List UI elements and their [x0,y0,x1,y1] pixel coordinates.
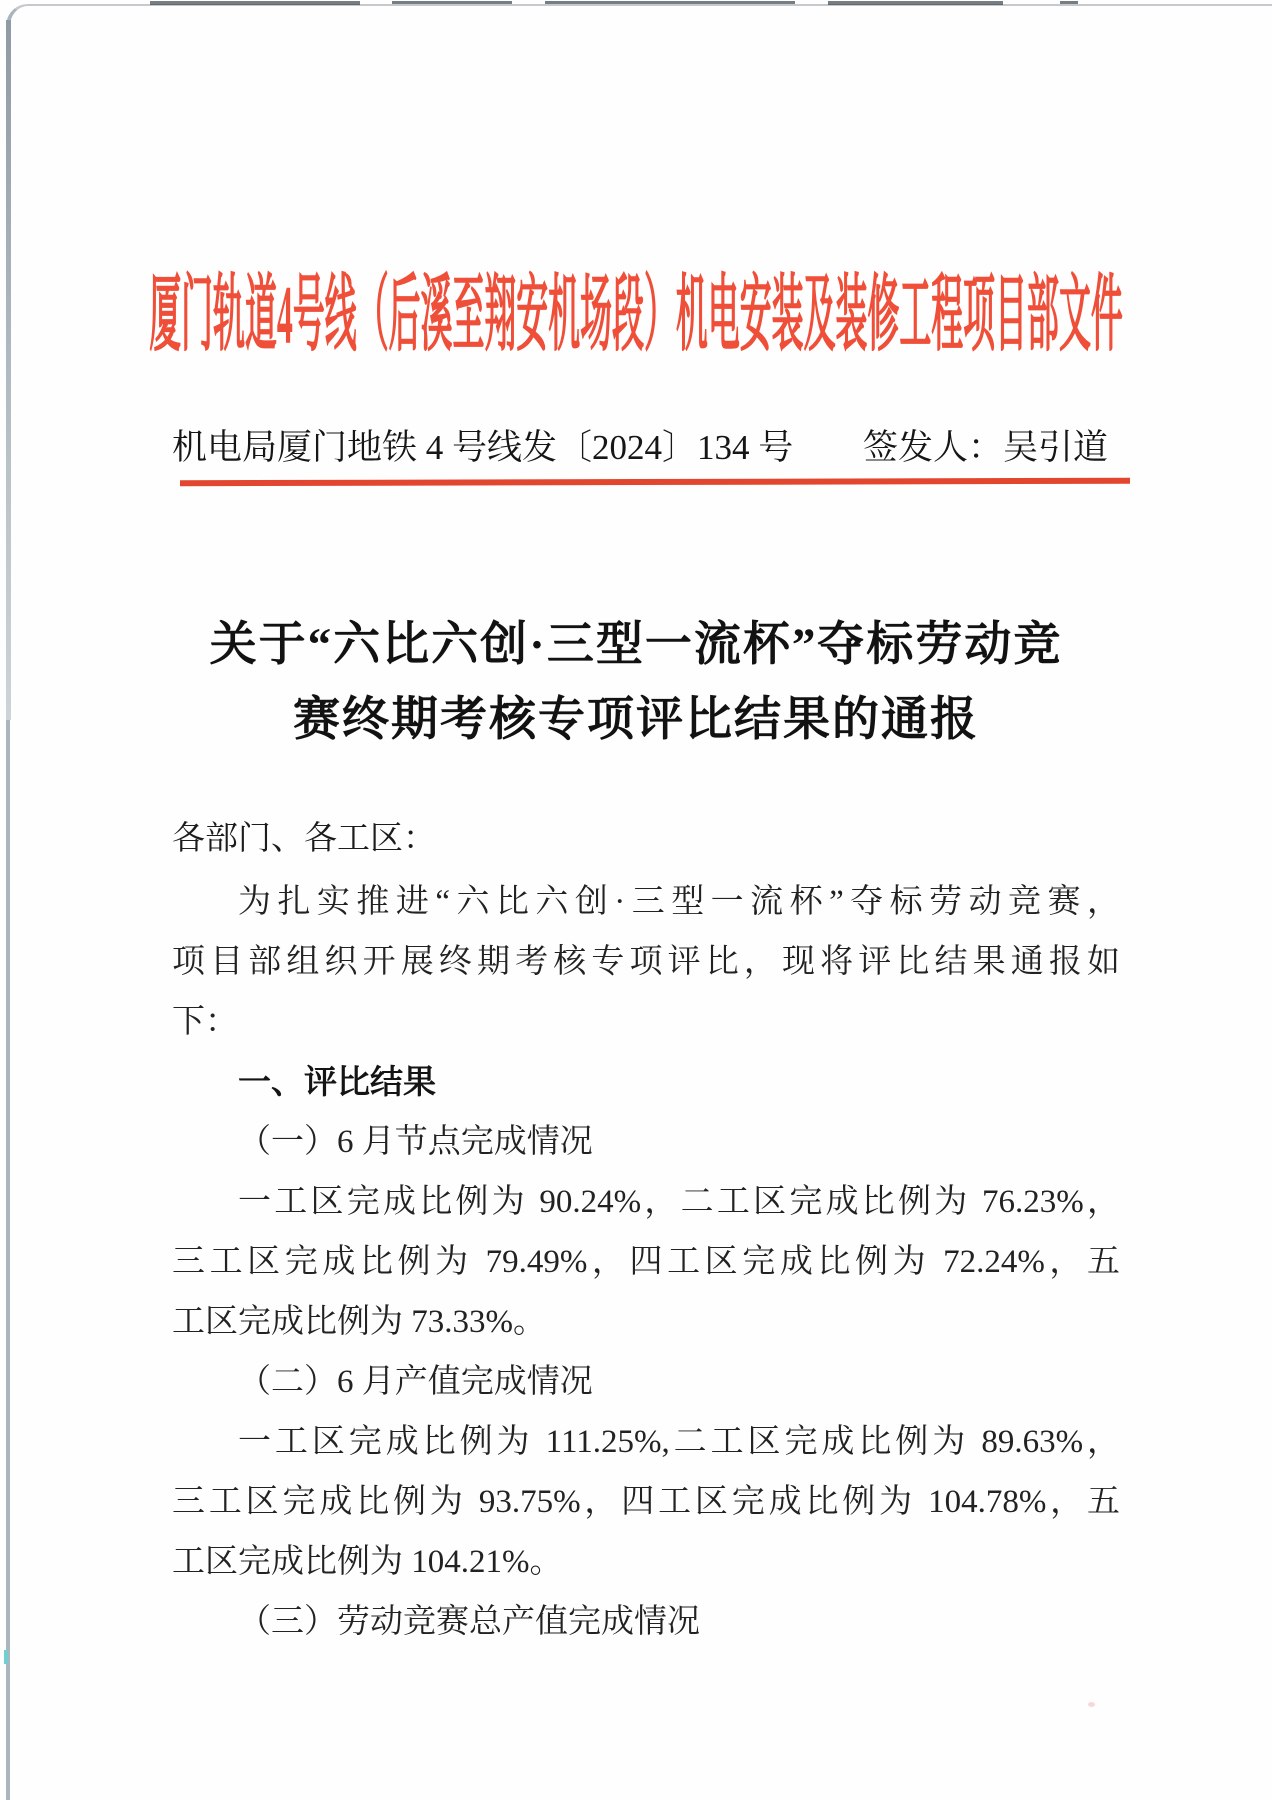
subsection-heading: （三）劳动竞赛总产值完成情况 [238,1604,700,1640]
document-body [172,872,1120,1652]
document-title [0,608,1272,758]
body-line: 一工区完成比例为 90.24%，二工区完成比例为 76.23%， [238,1184,1120,1220]
issuer: 签发人：吴引道 [862,428,1108,467]
body-line: 项目部组织开展终期考核专项评比，现将评比结果通报如 [172,944,1120,980]
body-line: 三工区完成比例为 79.49%，四工区完成比例为 72.24%，五 [172,1244,1120,1280]
scan-artifact [1060,1,1078,4]
scan-artifact [828,1,1003,5]
subsection-heading: （二）6 月产值完成情况 [238,1364,593,1400]
body-line: 下： [172,1004,238,1040]
section-heading: 一、评比结果 [238,1063,436,1100]
doc-number: 机电局厦门地铁 4 号线发〔2024〕134 号 [172,428,794,467]
scan-artifact [545,1,795,4]
scan-artifact [150,1,360,5]
body-line: 工区完成比例为 104.21%。 [172,1544,563,1580]
body-line: 为扎实推进“六比六创·三型一流杯”夺标劳动竞赛， [238,884,1120,920]
scan-artifact-teal [4,1650,8,1664]
doc-number-row [172,426,1108,470]
scan-speck [1088,1702,1095,1707]
body-line: 三工区完成比例为 93.75%，四工区完成比例为 104.78%，五 [172,1484,1120,1520]
salutation: 各部门、各工区： [172,821,436,857]
subsection-heading: （一）6 月节点完成情况 [238,1124,593,1160]
scan-artifact [392,1,512,4]
body-line: 一工区完成比例为 111.25%,二工区完成比例为 89.63%， [238,1424,1120,1460]
document-title-line1: 关于“六比六创·三型一流杯”夺标劳动竞 [209,619,1063,671]
document-title-line2: 赛终期考核专项评比结果的通报 [293,694,979,746]
red-header-banner [0,266,1272,365]
red-separator-line [180,478,1130,486]
body-line: 工区完成比例为 73.33%。 [172,1304,546,1340]
red-header-banner-text: 厦门轨道4号线（后溪至翔安机场段）机电安装及装修工程项目部文件 [149,269,1123,362]
